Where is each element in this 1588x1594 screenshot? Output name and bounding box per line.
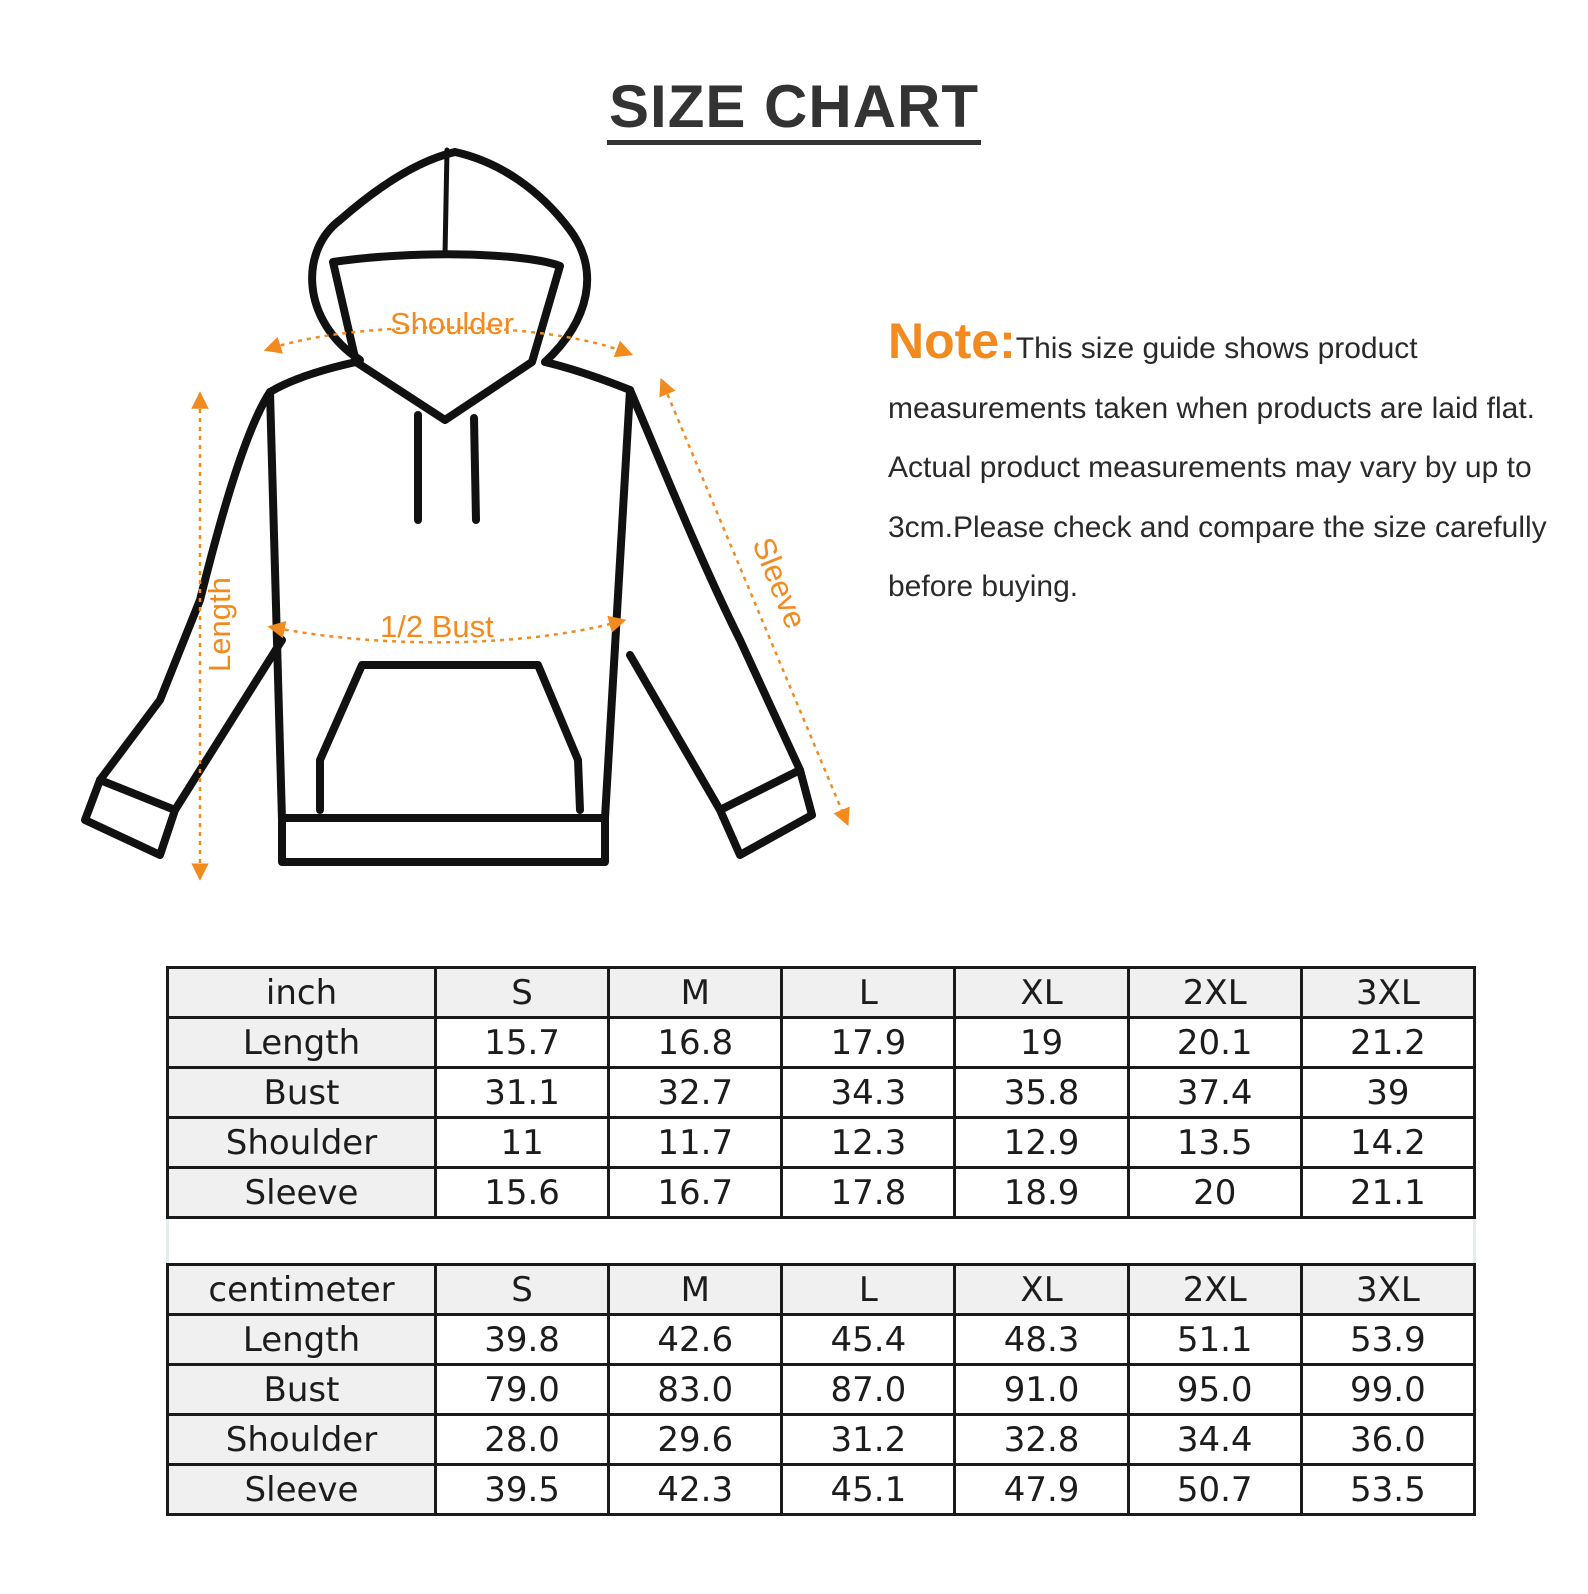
table-cell: 45.1 <box>782 1465 955 1515</box>
table-row <box>168 1118 1475 1168</box>
table-cell: 17.8 <box>782 1168 955 1218</box>
table-header-row <box>168 968 1475 1018</box>
hoodie-outline <box>85 150 812 862</box>
table-cell: 11.7 <box>609 1118 782 1168</box>
table-cell: 21.1 <box>1301 1168 1474 1218</box>
table-cell: 34.3 <box>782 1068 955 1118</box>
unit-cell: inch <box>168 968 436 1018</box>
table-row <box>168 1018 1475 1068</box>
table-cell: 32.8 <box>955 1415 1128 1465</box>
table-cell: 42.3 <box>609 1465 782 1515</box>
table-cell: 51.1 <box>1128 1315 1301 1365</box>
size-table-inch <box>166 966 1476 1219</box>
size-header: L <box>782 968 955 1018</box>
table-cell: 45.4 <box>782 1315 955 1365</box>
table-cell: 14.2 <box>1301 1118 1474 1168</box>
table-cell: 21.2 <box>1301 1018 1474 1068</box>
table-row <box>168 1365 1475 1415</box>
table-cell: 29.6 <box>609 1415 782 1465</box>
table-spacer <box>166 1219 1476 1263</box>
size-header: XL <box>955 1265 1128 1315</box>
table-cell: 20.1 <box>1128 1018 1301 1068</box>
row-label: Sleeve <box>168 1168 436 1218</box>
row-label: Length <box>168 1315 436 1365</box>
size-header: 3XL <box>1301 1265 1474 1315</box>
table-cell: 13.5 <box>1128 1118 1301 1168</box>
row-label: Bust <box>168 1068 436 1118</box>
table-cell: 12.3 <box>782 1118 955 1168</box>
size-header: 2XL <box>1128 968 1301 1018</box>
size-tables <box>166 966 1476 1516</box>
note-label: Note: <box>888 313 1016 369</box>
table-cell: 31.2 <box>782 1415 955 1465</box>
table-row <box>168 1465 1475 1515</box>
table-cell: 48.3 <box>955 1315 1128 1365</box>
table-cell: 91.0 <box>955 1365 1128 1415</box>
sleeve-label: Sleeve <box>745 532 814 634</box>
table-cell: 42.6 <box>609 1315 782 1365</box>
table-cell: 34.4 <box>1128 1415 1301 1465</box>
table-cell: 17.9 <box>782 1018 955 1068</box>
length-label: Length <box>202 577 237 672</box>
bust-label: 1/2 Bust <box>380 609 494 644</box>
table-cell: 16.8 <box>609 1018 782 1068</box>
table-cell: 36.0 <box>1301 1415 1474 1465</box>
table-row <box>168 1315 1475 1365</box>
table-cell: 87.0 <box>782 1365 955 1415</box>
size-chart-title: SIZE CHART <box>607 74 981 145</box>
size-header: L <box>782 1265 955 1315</box>
row-label: Shoulder <box>168 1118 436 1168</box>
table-cell: 12.9 <box>955 1118 1128 1168</box>
row-label: Length <box>168 1018 436 1068</box>
table-cell: 15.7 <box>436 1018 609 1068</box>
size-header: S <box>436 1265 609 1315</box>
table-cell: 11 <box>436 1118 609 1168</box>
table-cell: 53.5 <box>1301 1465 1474 1515</box>
size-header: XL <box>955 968 1128 1018</box>
size-header: M <box>609 1265 782 1315</box>
table-cell: 35.8 <box>955 1068 1128 1118</box>
table-cell: 83.0 <box>609 1365 782 1415</box>
row-label: Sleeve <box>168 1465 436 1515</box>
table-header-row <box>168 1265 1475 1315</box>
size-header: 2XL <box>1128 1265 1301 1315</box>
table-cell: 99.0 <box>1301 1365 1474 1415</box>
hoodie-diagram <box>60 140 880 900</box>
table-cell: 53.9 <box>1301 1315 1474 1365</box>
table-cell: 39 <box>1301 1068 1474 1118</box>
table-cell: 28.0 <box>436 1415 609 1465</box>
unit-cell: centimeter <box>168 1265 436 1315</box>
size-header: 3XL <box>1301 968 1474 1018</box>
table-cell: 32.7 <box>609 1068 782 1118</box>
size-table-centimeter <box>166 1263 1476 1516</box>
table-cell: 20 <box>1128 1168 1301 1218</box>
table-cell: 19 <box>955 1018 1128 1068</box>
table-cell: 15.6 <box>436 1168 609 1218</box>
table-cell: 50.7 <box>1128 1465 1301 1515</box>
table-cell: 31.1 <box>436 1068 609 1118</box>
size-header: S <box>436 968 609 1018</box>
table-cell: 79.0 <box>436 1365 609 1415</box>
table-cell: 95.0 <box>1128 1365 1301 1415</box>
table-row <box>168 1068 1475 1118</box>
size-note <box>888 312 1568 617</box>
note-text: This size guide shows product measurements taken when products are laid flat. Actual product measurements may vary by up to 3cm.Please check and compare the size carefully before buying. <box>888 332 1547 603</box>
shoulder-label: Shoulder <box>390 306 515 341</box>
page-title <box>0 74 1588 145</box>
table-cell: 37.4 <box>1128 1068 1301 1118</box>
measurement-arrows <box>200 327 845 872</box>
table-cell: 39.8 <box>436 1315 609 1365</box>
table-cell: 16.7 <box>609 1168 782 1218</box>
table-cell: 39.5 <box>436 1465 609 1515</box>
table-cell: 18.9 <box>955 1168 1128 1218</box>
row-label: Bust <box>168 1365 436 1415</box>
table-row <box>168 1168 1475 1218</box>
size-header: M <box>609 968 782 1018</box>
table-row <box>168 1415 1475 1465</box>
row-label: Shoulder <box>168 1415 436 1465</box>
table-cell: 47.9 <box>955 1465 1128 1515</box>
